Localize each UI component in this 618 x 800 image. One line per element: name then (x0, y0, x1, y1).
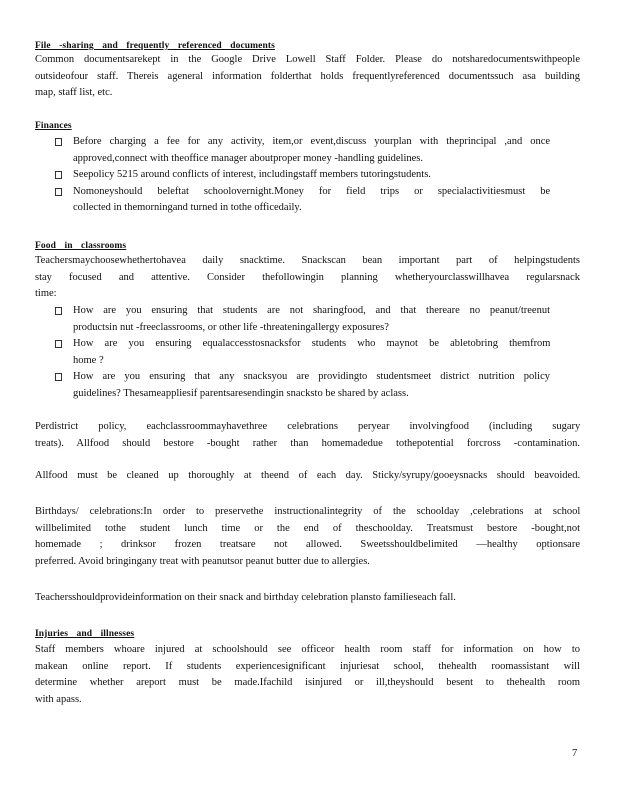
bullet-icon (55, 307, 62, 315)
text-line: stay focused and attentive. Consider thefollowingin planning whetheryourclasswillhavea regularsnack (35, 271, 580, 283)
text-line: How are you ensuring equalaccesstosnacksfor students who maynot be abletobring themfrom (73, 338, 551, 349)
heading-food-in-classrooms: Food in classrooms (35, 241, 127, 251)
text-line: willbelimited tothe student lunch time or the end of theschoolday. Treatsmust bestore -bought,not (35, 522, 580, 534)
text-line: productsin nut -freeclassrooms, or other life -threateningallergy exposures? (73, 321, 389, 333)
text-line: Seepolicy 5215 around conflicts of interest, includingstaff members tutoringstudents. (73, 169, 431, 180)
text-line: Staff members whoare injured at schoolshould see officeor health room staff for information on how to (35, 644, 581, 655)
text-line: Birthdays/ celebrations:In order to preservethe instructionalintegrity of the schoolday ,celebrations at school (35, 506, 581, 517)
list-item (55, 336, 550, 369)
paragraph-birthdays (35, 504, 580, 570)
bullet-icon (55, 138, 62, 146)
finances-bullet-list (55, 134, 550, 217)
bullet-icon (55, 188, 62, 196)
paragraph-teachers-info (35, 590, 580, 607)
text-line: preferred. Avoid bringingany treat with peanutsor peanut butter due to allergies. (35, 555, 370, 567)
text-line: home ? (73, 354, 104, 366)
bullet-icon (55, 340, 62, 348)
bullet-icon (55, 171, 62, 179)
text-line: guidelines? Thesameappliesif parentsaresendingin snacksto be shared by aclass. (73, 387, 409, 399)
list-item (55, 303, 550, 336)
food-bullet-list (55, 303, 550, 402)
text-line: time: (35, 288, 57, 299)
text-line: with apass. (35, 693, 82, 705)
text-line: approved,connect with theoffice manager aboutproper money -handling guidelines. (73, 152, 423, 164)
list-item (55, 167, 550, 184)
heading-finances: Finances (35, 121, 72, 131)
text-line: Teachersshouldprovideinformation on their snack and birthday celebration plansto familieseach fall. (35, 592, 456, 603)
text-line: Common documentsarekept in the Google Drive Lowell Staff Folder. Please do notsharedocumentswithpeople (35, 54, 580, 65)
text-line: How are you ensuring that students are not sharingfood, and that thereare no peanut/treenut (73, 305, 550, 316)
paragraph-file-sharing (35, 52, 580, 102)
text-line: determine whether areport must be made.Ifachild isinjured or ill,theyshould besent to thehealth room (35, 677, 580, 688)
heading-file-sharing: File -sharing and frequently referenced documents (35, 41, 275, 51)
text-line: How are you ensuring that any snacksyou are providingto studentsmeet district nutrition policy (73, 371, 550, 382)
text-line: Before charging a fee for any activity, item,or event,discuss yourplan with theprincipal ,and once (73, 136, 551, 147)
heading-injuries: Injuries and illnesses (35, 629, 135, 639)
text-line: Teachersmaychoosewhethertohavea daily snacktime. Snackscan bean important part of helpingstudents (35, 255, 580, 266)
text-line: Allfood must be cleaned up thoroughly at theend of each day. Sticky/syrupy/gooeysnacks should beavoided. (35, 470, 581, 481)
list-item (55, 134, 550, 167)
list-item (55, 184, 550, 217)
paragraph-injuries (35, 642, 580, 708)
paragraph-food-policy (35, 419, 580, 452)
text-line: collected in themorningand turned in tothe officedaily. (73, 202, 302, 213)
text-line: Perdistrict policy, eachclassroommayhavethree celebrations peryear involvingfood (including sugary (35, 421, 581, 432)
text-line: homemade ; drinksor frozen treatsare not allowed. Sweetsshouldbelimited —healthy optionsare (35, 539, 580, 550)
text-line: makean online report. If students experiencesignificant injuriesat school, thehealth roomassistant will (35, 660, 580, 672)
page-number: 7 (572, 748, 578, 759)
text-line: outsideofour staff. Thereis ageneral information folderthat holds frequentlyreferenced documentssuch asa building (35, 70, 580, 82)
text-line: treats). Allfood should bestore -bought rather than homemadedue tothepotential forcross -contamination. (35, 437, 580, 449)
text-line: map, staff list, etc. (35, 87, 113, 98)
paragraph-food-cleaning (35, 468, 580, 485)
paragraph-food-intro (35, 253, 580, 303)
text-line: Nomoneyshould beleftat schoolovernight.Money for field trips or specialactivitiesmust be (73, 185, 551, 197)
list-item (55, 369, 550, 402)
bullet-icon (55, 373, 62, 381)
